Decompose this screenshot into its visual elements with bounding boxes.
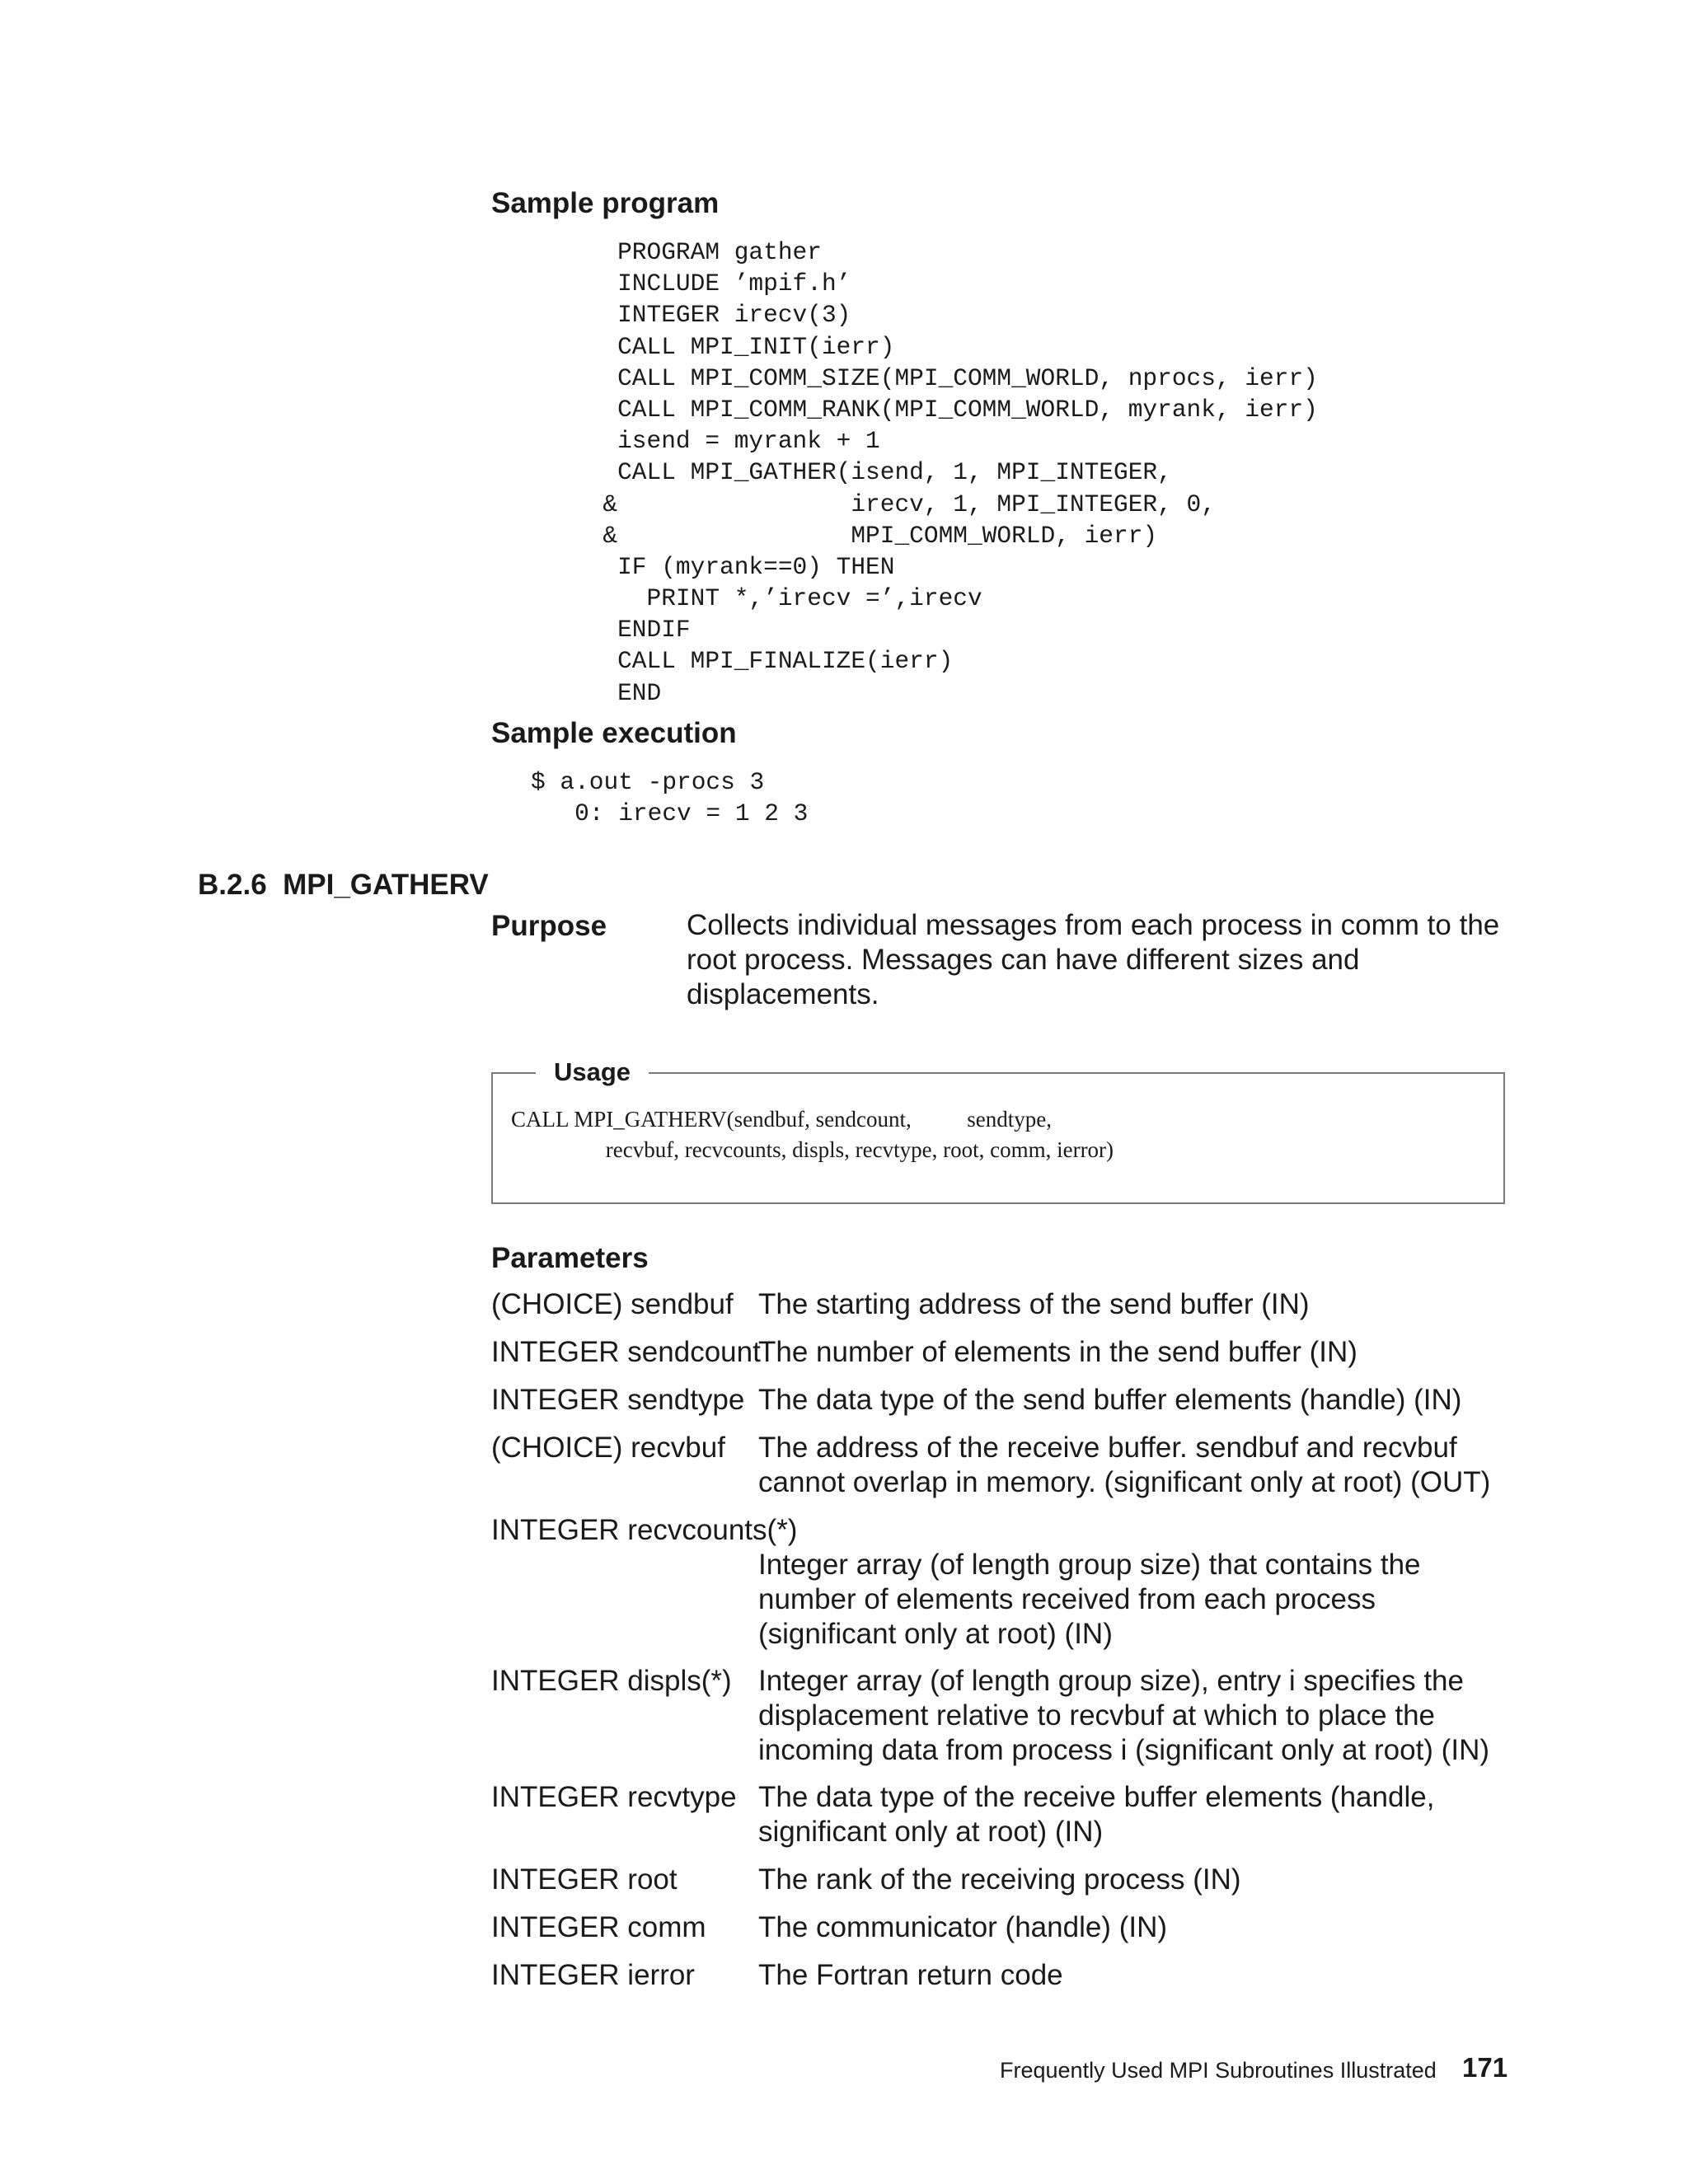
code-line: CALL MPI_COMM_RANK(MPI_COMM_WORLD, myrank, ierr) [574,395,1318,424]
purpose-label: Purpose [491,910,607,942]
parameter-description: The data type of the send buffer elements (handle) (IN) [758,1384,1462,1416]
parameter-description: Integer array (of length group size) that contains the number of elements received from each process (significant only at root) (IN) [758,1549,1421,1650]
parameter-description: Integer array (of length group size), entry i specifies the displacement relative to recvbuf at which to place the incoming data from process i (significant only at root) (IN) [758,1665,1489,1766]
parameter-description: The Fortran return code [758,1959,1063,1991]
code-line: CALL MPI_GATHER(isend, 1, MPI_INTEGER, [574,458,1172,487]
parameter-name: INTEGER comm [491,1911,706,1943]
usage-line: recvbuf, recvcounts, displs, recvtype, root, comm, ierror) [511,1137,1114,1162]
usage-line: CALL MPI_GATHERV(sendbuf, sendcount, sendtype, [511,1107,1053,1132]
page-number: 171 [1462,2052,1508,2083]
code-line: isend = myrank + 1 [574,427,880,456]
parameter-name: INTEGER displs(*) [491,1665,732,1697]
parameter-name: INTEGER recvtype [491,1781,737,1813]
parameter-name: (CHOICE) recvbuf [491,1432,725,1464]
code-line: END [574,678,662,707]
sample-execution-heading: Sample execution [491,717,737,749]
code-line: & irecv, 1, MPI_INTEGER, 0, [574,490,1216,518]
parameter-description: The communicator (handle) (IN) [758,1911,1167,1943]
parameter-description: The starting address of the send buffer (IN) [758,1288,1310,1320]
parameter-description: The address of the receive buffer. sendbuf and recvbuf cannot overlap in memory. (significant only at root) (OUT) [758,1432,1491,1498]
code-line: PRINT *,’irecv =’,irecv [574,584,982,613]
parameter-name: (CHOICE) sendbuf [491,1288,734,1320]
parameter-name: INTEGER root [491,1863,678,1896]
code-line: & MPI_COMM_WORLD, ierr) [574,521,1158,550]
code-line: CALL MPI_INIT(ierr) [574,332,895,361]
section-title: MPI_GATHERV [283,869,489,901]
section-heading [198,867,489,903]
parameter-description: The data type of the receive buffer elements (handle, significant only at root) (IN) [758,1781,1435,1848]
code-line: IF (myrank==0) THEN [574,552,895,581]
parameters-heading: Parameters [491,1242,649,1274]
parameter-name: INTEGER recvcounts(*) [491,1514,798,1546]
output-line: 0: irecv = 1 2 3 [531,799,809,828]
parameter-description: The rank of the receiving process (IN) [758,1863,1241,1896]
parameter-name: INTEGER sendtype [491,1384,745,1416]
code-line: INTEGER irecv(3) [574,301,851,330]
section-number: B.2.6 [198,869,267,901]
code-line: CALL MPI_FINALIZE(ierr) [574,647,954,676]
footer-title: Frequently Used MPI Subroutines Illustrated [1000,2058,1437,2083]
code-line: ENDIF [574,616,691,644]
code-line: CALL MPI_COMM_SIZE(MPI_COMM_WORLD, nprocs, ierr) [574,363,1318,392]
sample-program-heading: Sample program [491,187,720,219]
code-line: PROGRAM gather [574,238,822,266]
sample-execution-output [531,766,808,829]
parameter-name: INTEGER sendcount [491,1336,761,1368]
usage-label: Usage [536,1055,649,1090]
code-line: INCLUDE ’mpif.h’ [574,269,851,298]
parameter-description: The number of elements in the send buffer (IN) [758,1336,1357,1368]
sample-program-code [574,237,1318,709]
parameter-name: INTEGER ierror [491,1959,695,1991]
usage-code [511,1104,1114,1165]
output-line: $ a.out -procs 3 [531,768,765,796]
purpose-text: Collects individual messages from each process in comm to the root process. Messages can have different sizes and displacements. [687,909,1500,1010]
